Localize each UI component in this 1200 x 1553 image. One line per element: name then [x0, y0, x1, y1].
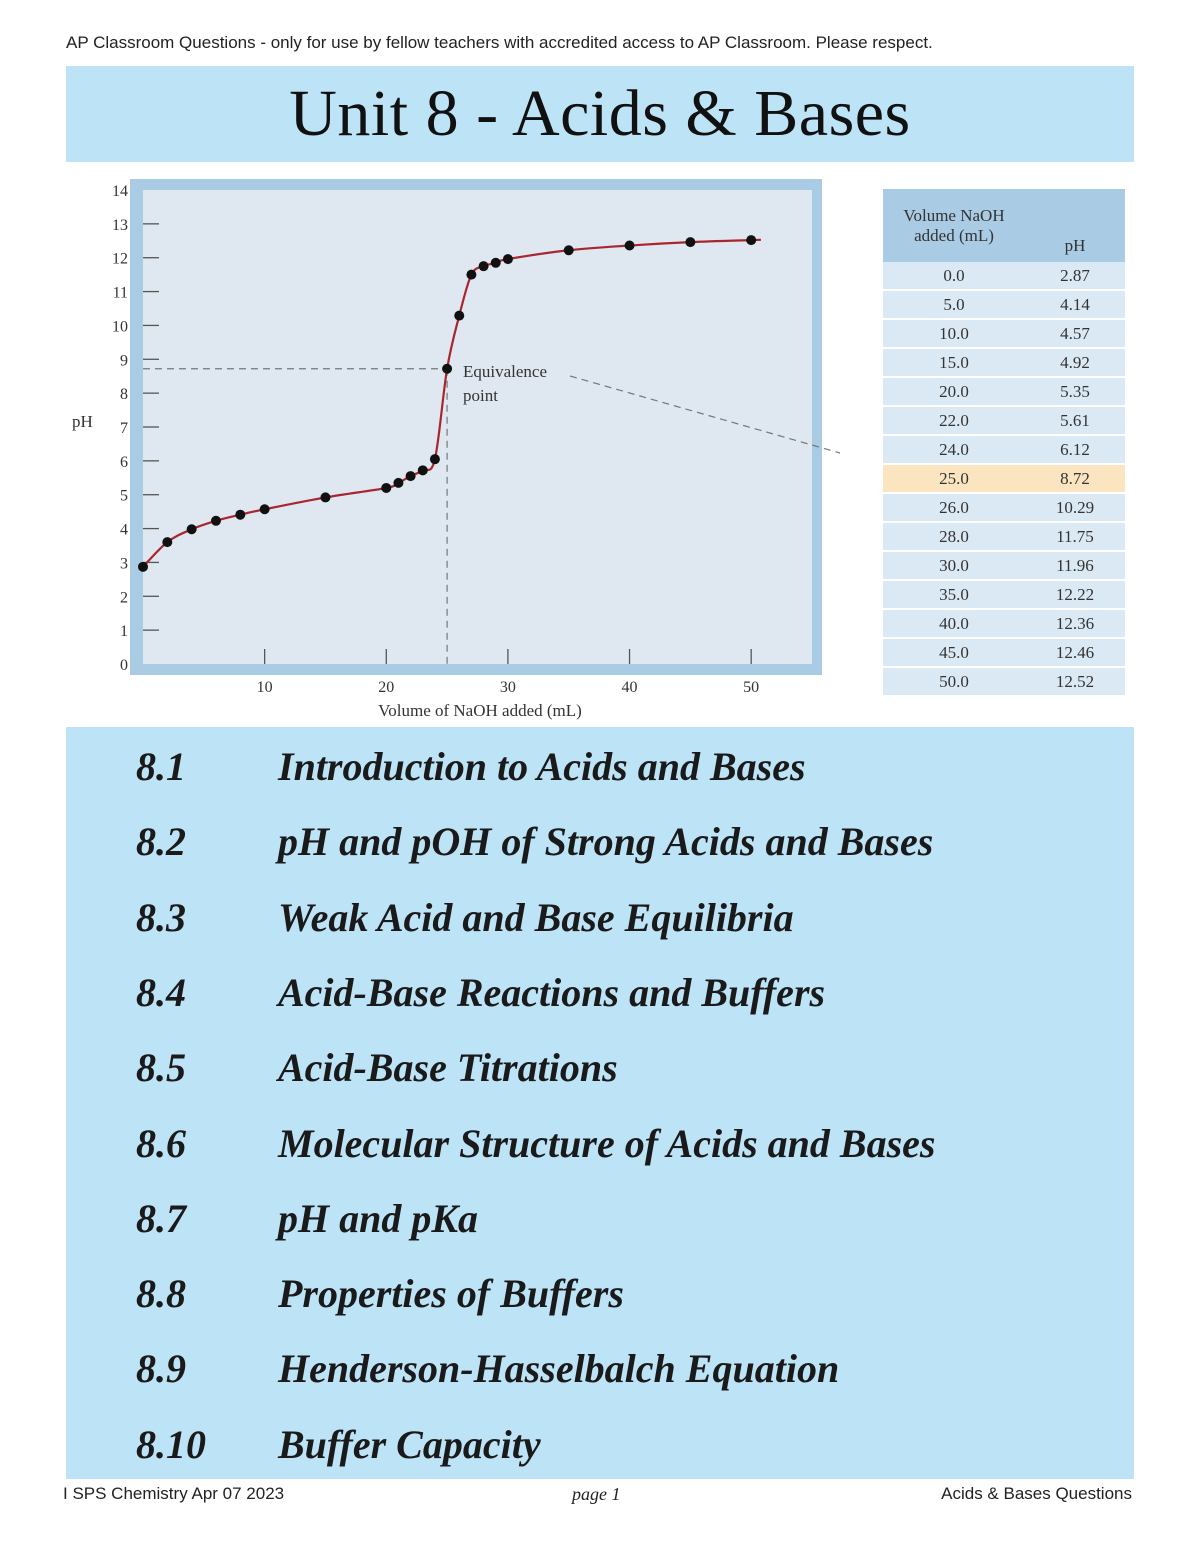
data-point	[260, 504, 270, 514]
topic-number: 8.1	[136, 744, 186, 789]
cell-ph: 5.61	[1025, 407, 1125, 436]
data-point	[746, 235, 756, 245]
data-point	[466, 270, 476, 280]
header-volume-line1: Volume NaOH	[903, 205, 1005, 225]
table-row	[883, 349, 1125, 378]
y-tick-label: 2	[120, 589, 128, 607]
data-point	[685, 237, 695, 247]
topic-title: Introduction to Acids and Bases	[278, 744, 806, 789]
x-tick-label: 50	[743, 679, 760, 696]
cell-ph: 4.14	[1025, 291, 1125, 320]
table-header-row	[883, 189, 1125, 262]
cell-ph: 11.75	[1025, 523, 1125, 552]
cell-ph: 2.87	[1025, 262, 1125, 291]
data-point	[187, 524, 197, 534]
cell-ph: 11.96	[1025, 552, 1125, 581]
topic-number: 8.4	[136, 969, 186, 1015]
cell-ph: 4.57	[1025, 320, 1125, 349]
header-volume	[883, 189, 1025, 262]
data-point	[320, 492, 330, 502]
data-point	[211, 516, 221, 526]
topic-title: Molecular Structure of Acids and Bases	[278, 1120, 936, 1166]
data-point	[503, 254, 513, 264]
data-point	[491, 258, 501, 268]
topic-number: 8.3	[136, 894, 186, 940]
footer-page-number: page 1	[572, 1484, 621, 1504]
data-point	[479, 261, 489, 271]
cell-volume: 15.0	[883, 349, 1025, 378]
equivalence-label-line2: point	[463, 386, 498, 405]
cell-ph: 12.22	[1025, 581, 1125, 610]
topic-number: 8.7	[136, 1195, 186, 1241]
data-point	[564, 245, 574, 255]
x-axis-label: Volume of NaOH added (mL)	[378, 701, 582, 720]
header-volume-line2: added (mL)	[914, 225, 994, 245]
y-tick-label: 12	[112, 250, 128, 268]
cell-ph: 12.46	[1025, 639, 1125, 668]
y-tick-label: 4	[120, 521, 128, 539]
table-row	[883, 407, 1125, 436]
cell-volume: 50.0	[883, 668, 1025, 697]
table-row	[883, 668, 1125, 697]
data-point	[393, 478, 403, 488]
data-point	[406, 471, 416, 481]
titration-data-table	[883, 189, 1125, 697]
topic-number: 8.9	[136, 1346, 186, 1392]
y-tick-label: 0	[120, 657, 128, 674]
table-row	[883, 523, 1125, 552]
cell-volume: 5.0	[883, 291, 1025, 320]
x-tick-label: 40	[621, 679, 638, 696]
x-tick-label: 20	[378, 679, 395, 696]
y-tick-label: 6	[120, 453, 128, 471]
data-point	[454, 311, 464, 321]
topic-number: 8.8	[136, 1271, 186, 1317]
table-row	[883, 552, 1125, 581]
topic-number: 8.2	[136, 819, 186, 865]
titration-chart	[60, 172, 840, 727]
table-row	[883, 320, 1125, 349]
cell-volume: 24.0	[883, 436, 1025, 465]
topic-number: 8.6	[136, 1120, 186, 1166]
topic-title: Properties of Buffers	[278, 1271, 624, 1317]
cell-ph: 4.92	[1025, 349, 1125, 378]
y-tick-label: 8	[120, 386, 128, 404]
data-point	[442, 364, 452, 374]
topic-title: pH and pOH of Strong Acids and Bases	[278, 819, 934, 865]
cell-volume: 22.0	[883, 407, 1025, 436]
table-row	[883, 378, 1125, 407]
cell-volume: 30.0	[883, 552, 1025, 581]
table-row	[883, 581, 1125, 610]
cell-ph: 5.35	[1025, 378, 1125, 407]
topic-title: Acid-Base Reactions and Buffers	[278, 969, 826, 1015]
footer-left: I SPS Chemistry Apr 07 2023	[63, 1484, 285, 1503]
topic-title: pH and pKa	[278, 1195, 479, 1241]
y-tick-label: 7	[120, 420, 128, 437]
data-point	[138, 562, 148, 572]
equivalence-label-line1: Equivalence	[463, 362, 548, 381]
y-tick-label: 14	[112, 183, 128, 200]
topic-title: Weak Acid and Base Equilibria	[278, 894, 794, 940]
y-tick-label: 3	[120, 555, 128, 573]
y-axis-label: pH	[72, 412, 93, 431]
table-row	[883, 262, 1125, 291]
topic-number: 8.10	[136, 1421, 206, 1467]
header-ph: pH	[1025, 189, 1125, 262]
y-tick-label: 9	[120, 352, 128, 370]
cell-volume: 26.0	[883, 494, 1025, 523]
y-tick-label: 11	[112, 284, 128, 302]
data-point	[430, 454, 440, 464]
x-tick-label: 10	[256, 679, 273, 696]
cell-volume: 0.0	[883, 262, 1025, 291]
data-point	[418, 465, 428, 475]
y-tick-label: 10	[112, 318, 128, 336]
y-tick-label: 1	[120, 623, 128, 641]
cell-volume: 35.0	[883, 581, 1025, 610]
cell-ph: 12.36	[1025, 610, 1125, 639]
cell-volume: 40.0	[883, 610, 1025, 639]
cell-volume: 28.0	[883, 523, 1025, 552]
table-row	[883, 494, 1125, 523]
cell-ph: 12.52	[1025, 668, 1125, 697]
data-point	[235, 510, 245, 520]
table-row	[883, 436, 1125, 465]
topic-title: Henderson-Hasselbalch Equation	[278, 1346, 840, 1392]
topic-list	[66, 727, 1134, 1479]
table-row	[883, 291, 1125, 320]
cell-ph: 8.72	[1025, 465, 1125, 494]
cell-volume: 20.0	[883, 378, 1025, 407]
cell-volume: 10.0	[883, 320, 1025, 349]
topic-title: Acid-Base Titrations	[278, 1045, 618, 1091]
topic-number: 8.5	[136, 1045, 186, 1091]
footer-right: Acids & Bases Questions	[941, 1484, 1132, 1503]
page-title: Unit 8 - Acids & Bases	[289, 77, 911, 150]
access-notice: AP Classroom Questions - only for use by fellow teachers with accredited access to AP Classroom. Please respect.	[66, 33, 933, 52]
data-point	[381, 483, 391, 493]
title-banner	[66, 66, 1134, 162]
topic-title: Buffer Capacity	[278, 1421, 541, 1467]
plot-area	[143, 190, 812, 664]
cell-ph: 6.12	[1025, 436, 1125, 465]
data-point	[162, 537, 172, 547]
y-tick-label: 5	[120, 487, 128, 505]
cell-ph: 10.29	[1025, 494, 1125, 523]
table-row	[883, 610, 1125, 639]
table-row	[883, 465, 1125, 494]
x-tick-label: 30	[499, 679, 516, 696]
cell-volume: 25.0	[883, 465, 1025, 494]
table-row	[883, 639, 1125, 668]
cell-volume: 45.0	[883, 639, 1025, 668]
y-tick-label: 13	[112, 216, 128, 234]
data-point	[625, 241, 635, 251]
